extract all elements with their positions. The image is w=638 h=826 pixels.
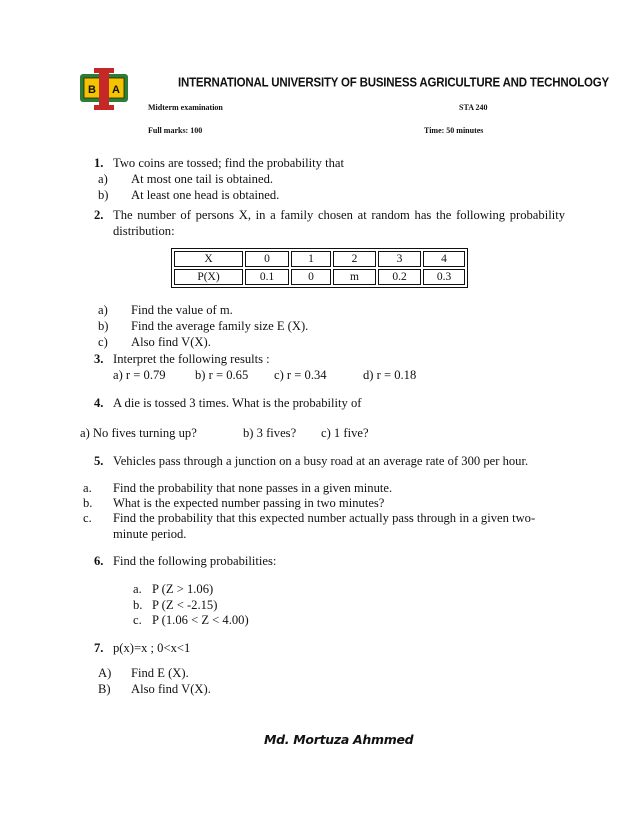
- question-number: 3.: [94, 352, 104, 366]
- part-text: c) r = 0.34: [274, 368, 327, 382]
- part-text: Find the value of m.: [131, 303, 233, 317]
- university-logo: [80, 68, 128, 110]
- table-row: [174, 269, 465, 285]
- part-text-cont: minute period.: [113, 527, 187, 541]
- part-text: d) r = 0.18: [363, 368, 417, 382]
- part-text: Find the probability that none passes in a given minute.: [113, 481, 393, 495]
- part-label: b): [98, 188, 109, 202]
- part-text: P (Z > 1.06): [152, 582, 214, 596]
- exam-type: Midterm examination: [148, 103, 223, 112]
- part-label: b.: [83, 496, 93, 510]
- question-text-cont: distribution:: [113, 224, 175, 238]
- logo-letter-a: A: [112, 84, 120, 96]
- course-code: STA 240: [459, 103, 488, 112]
- part-label: A): [98, 666, 112, 680]
- question-text: Vehicles pass through a junction on a busy road at an average rate of 300 per hour.: [113, 454, 529, 468]
- question-number: 6.: [94, 554, 104, 568]
- part-label: c): [98, 335, 108, 349]
- table-cell: P(X): [174, 269, 243, 285]
- table-row: [174, 251, 465, 267]
- part-text: Find E (X).: [131, 666, 189, 680]
- part-label: B): [98, 682, 111, 696]
- logo-letter-b: B: [88, 84, 96, 96]
- table-cell: 0.2: [378, 269, 421, 285]
- table-cell: 3: [378, 251, 421, 267]
- table-cell: X: [174, 251, 243, 267]
- part-label: a): [98, 172, 108, 186]
- part-text: Also find V(X).: [131, 335, 211, 349]
- full-marks: Full marks: 100: [148, 126, 203, 135]
- part-text: P (Z < -2.15): [152, 598, 218, 612]
- part-label: a.: [133, 582, 142, 596]
- part-label: a.: [83, 481, 92, 495]
- author-signature: Md. Mortuza Ahmmed: [264, 732, 414, 747]
- table-cell: 2: [333, 251, 376, 267]
- question-text: Two coins are tossed; find the probability that: [113, 156, 345, 170]
- part-text: b) 3 fives?: [243, 426, 297, 440]
- part-text: Find the probability that this expected number actually pass through in a given two-: [113, 511, 536, 525]
- university-name: INTERNATIONAL UNIVERSITY OF BUSINESS AGRICULTURE AND TECHNOLOGY: [178, 76, 610, 90]
- part-label: b.: [133, 598, 143, 612]
- part-label: c.: [83, 511, 92, 525]
- part-text: At least one head is obtained.: [131, 188, 280, 202]
- question-number: 2.: [94, 208, 104, 222]
- part-text: c) 1 five?: [321, 426, 369, 440]
- part-text: P (1.06 < Z < 4.00): [152, 613, 249, 627]
- question-number: 4.: [94, 396, 104, 410]
- table-cell: 0.1: [245, 269, 289, 285]
- part-text: Also find V(X).: [131, 682, 211, 696]
- part-text: a) r = 0.79: [113, 368, 166, 382]
- part-text: b) r = 0.65: [195, 368, 249, 382]
- part-text: Find the average family size E (X).: [131, 319, 309, 333]
- table-cell: 0.3: [423, 269, 465, 285]
- table-cell: m: [333, 269, 376, 285]
- question-text: The number of persons X, in a family chosen at random has the following probability: [113, 208, 565, 222]
- question-number: 1.: [94, 156, 104, 170]
- question-text: A die is tossed 3 times. What is the probability of: [113, 396, 362, 410]
- part-label: b): [98, 319, 109, 333]
- part-text: At most one tail is obtained.: [131, 172, 274, 186]
- part-text: a) No fives turning up?: [80, 426, 197, 440]
- table-cell: 4: [423, 251, 465, 267]
- question-number: 7.: [94, 641, 104, 655]
- table-cell: 0: [291, 269, 331, 285]
- part-label: c.: [133, 613, 142, 627]
- question-text: Find the following probabilities:: [113, 554, 277, 568]
- part-text: What is the expected number passing in two minutes?: [113, 496, 385, 510]
- exam-time: Time: 50 minutes: [424, 126, 484, 135]
- question-number: 5.: [94, 454, 104, 468]
- distribution-table: [171, 248, 468, 288]
- table-cell: 1: [291, 251, 331, 267]
- question-text: Interpret the following results :: [113, 352, 270, 366]
- part-label: a): [98, 303, 108, 317]
- table-cell: 0: [245, 251, 289, 267]
- question-text: p(x)=x ; 0<x<1: [113, 641, 191, 655]
